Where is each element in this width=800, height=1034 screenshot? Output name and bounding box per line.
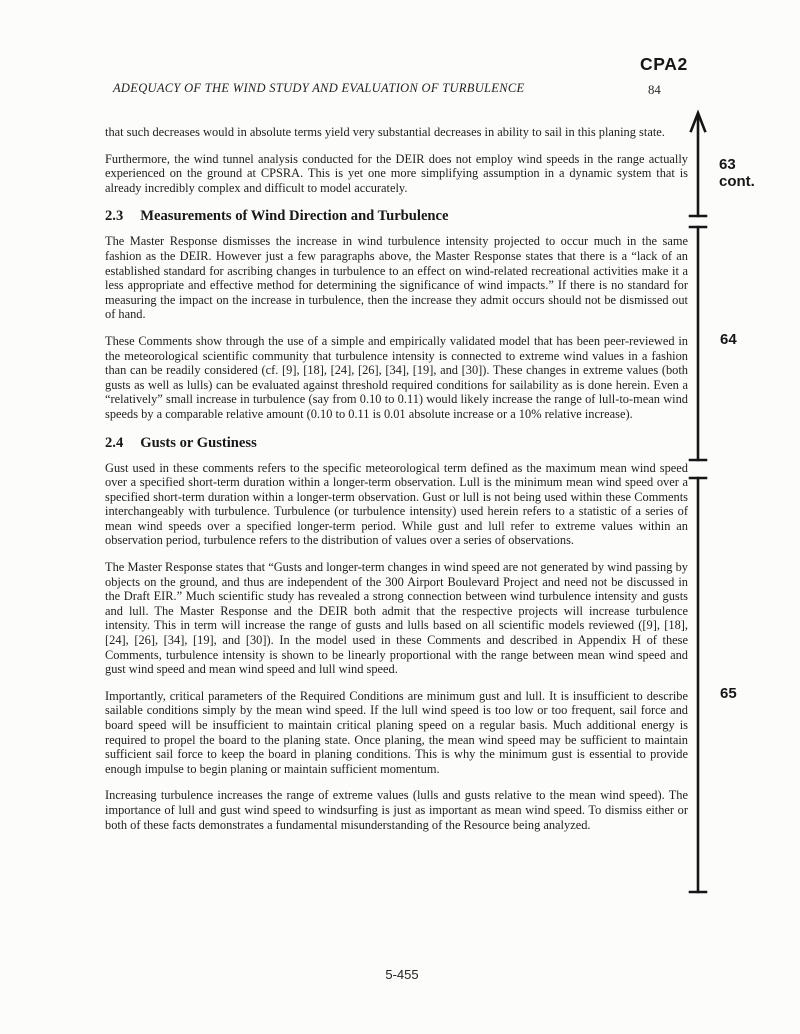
section-2-4-paragraph-3: Importantly, critical parameters of the Required Conditions are minimum gust and lull. It is insufficient to describe sailable conditions simply by the mean wind speed. If the lull wind speed is too low or too frequent, sail force and board speed will be insufficient to maintain critical planing speed on a regular basis. Much additional energy is required to propel the board to the planing state. Once planing, the mean wind speed may be sufficient to maintain sufficient sail force to keep the board in planing conditions. This is why the minimum gust is essential to provide enough impulse to begin planing or maintain sufficient momentum. (105, 688, 688, 776)
comment-63-number: 63 (719, 156, 736, 173)
comment-63-label (719, 156, 755, 190)
section-2-4-number: 2.4 (105, 434, 124, 451)
section-2-3-number: 2.3 (105, 208, 124, 225)
section-2-4-paragraph-1: Gust used in these comments refers to the specific meteorological term defined as the maximum mean wind speed over a specified short-term duration within a longer-term observation. Lull is the minimum mean wind speed over a specified short-term duration within a longer-term observation. Gust or lull is not being used within these Comments interchangeably with turbulence. Turbulence (or turbulence intensity) used herein refers to a statistic of a series of mean wind speeds over a specified longer-term period. While gust and lull refer to extreme values within an observation period, turbulence refers to the distribution of values over a series of observations. (105, 460, 688, 548)
comment-63-arrow-icon (690, 113, 706, 216)
footer-page-number: 5-455 (385, 967, 419, 982)
comment-63-suffix: cont. (719, 173, 755, 190)
body-text-column (105, 125, 688, 844)
margin-comment-marks (684, 106, 714, 901)
section-2-4-heading (105, 434, 688, 452)
running-title: ADEQUACY OF THE WIND STUDY AND EVALUATION OF TURBULENCE (113, 81, 525, 95)
header-page-number: 84 (648, 83, 661, 97)
section-2-4-title: Gusts or Gustiness (140, 434, 257, 451)
comment-65-bracket-icon (690, 478, 706, 892)
section-2-3-heading (105, 207, 688, 225)
section-2-3-paragraph-1: The Master Response dismisses the increase in wind turbulence intensity projected to occur much in the same fashion as the DEIR. However just a few paragraphs above, the Master Response states that there is a “lack of an established standard for ascribing changes in turbulence to an effect on wind-related recreational activities make it a less appropriate and effective method for determining the significance of wind impacts.” If there is no standard for measuring the impact on the increase in turbulence, then the increase they admit occurs should not be dismissed out of hand. (105, 234, 688, 322)
comment-65-label: 65 (720, 685, 737, 702)
document-code: CPA2 (640, 54, 688, 74)
section-2-4-paragraph-4: Increasing turbulence increases the range of extreme values (lulls and gusts relative to the mean wind speed). The importance of lull and gust wind speed to windsurfing is just as important as mean wind speed. To dismiss either or both of these facts demonstrates a fundamental misunderstanding of the Resource being analyzed. (105, 788, 688, 832)
section-2-4-paragraph-2: The Master Response states that “Gusts and longer-term changes in wind speed are not generated by wind passing by objects on the ground, and thus are independent of the 300 Airport Boulevard Project and need not be discussed in the Draft EIR.” Much scientific study has revealed a strong connection between wind turbulence intensity and gusts and lull. The Master Response and the DEIR both admit that the respective projects will increase turbulence intensity. This in term will increase the range of gusts and lulls based on all scientific models reviewed ([9], [18], [24], [26], [34], [19], and [30]). In the model used in these Comments and described in Appendix H of these Comments, turbulence intensity is shown to be linearly proportional with the range between mean wind speed and gust wind speed and mean wind speed and lull wind speed. (105, 560, 688, 677)
section-2-3-title: Measurements of Wind Direction and Turbulence (140, 208, 449, 225)
intro-paragraph-2: Furthermore, the wind tunnel analysis conducted for the DEIR does not employ wind speeds in the range actually experienced on the ground at CPSRA. This is yet one more simplifying assumption in a dynamic system that is already incredibly complex and difficult to model accurately. (105, 151, 688, 195)
intro-paragraph-1: that such decreases would in absolute terms yield very substantial decreases in ability to sail in this planing state. (105, 125, 665, 139)
section-2-3-paragraph-2: These Comments show through the use of a simple and empirically validated model that has been peer-reviewed in the meteorological scientific community that turbulence intensity is connected to extreme wind values in a fashion than can be readily considered (cf. [9], [18], [24], [26], [34], [19], and [30]). These changes in extreme values (both gusts as well as lulls) can be evaluated against threshold required conditions for sailability as is done herein. Even a “relatively” small increase in turbulence (say from 0.10 to 0.11) would likely increase the range of lull-to-mean wind speeds by a comparable relative amount (0.10 to 0.11 is 0.01 absolute increase or a 10% relative increase). (105, 333, 688, 421)
comment-64-label: 64 (720, 331, 737, 348)
comment-64-bracket-icon (690, 227, 706, 460)
